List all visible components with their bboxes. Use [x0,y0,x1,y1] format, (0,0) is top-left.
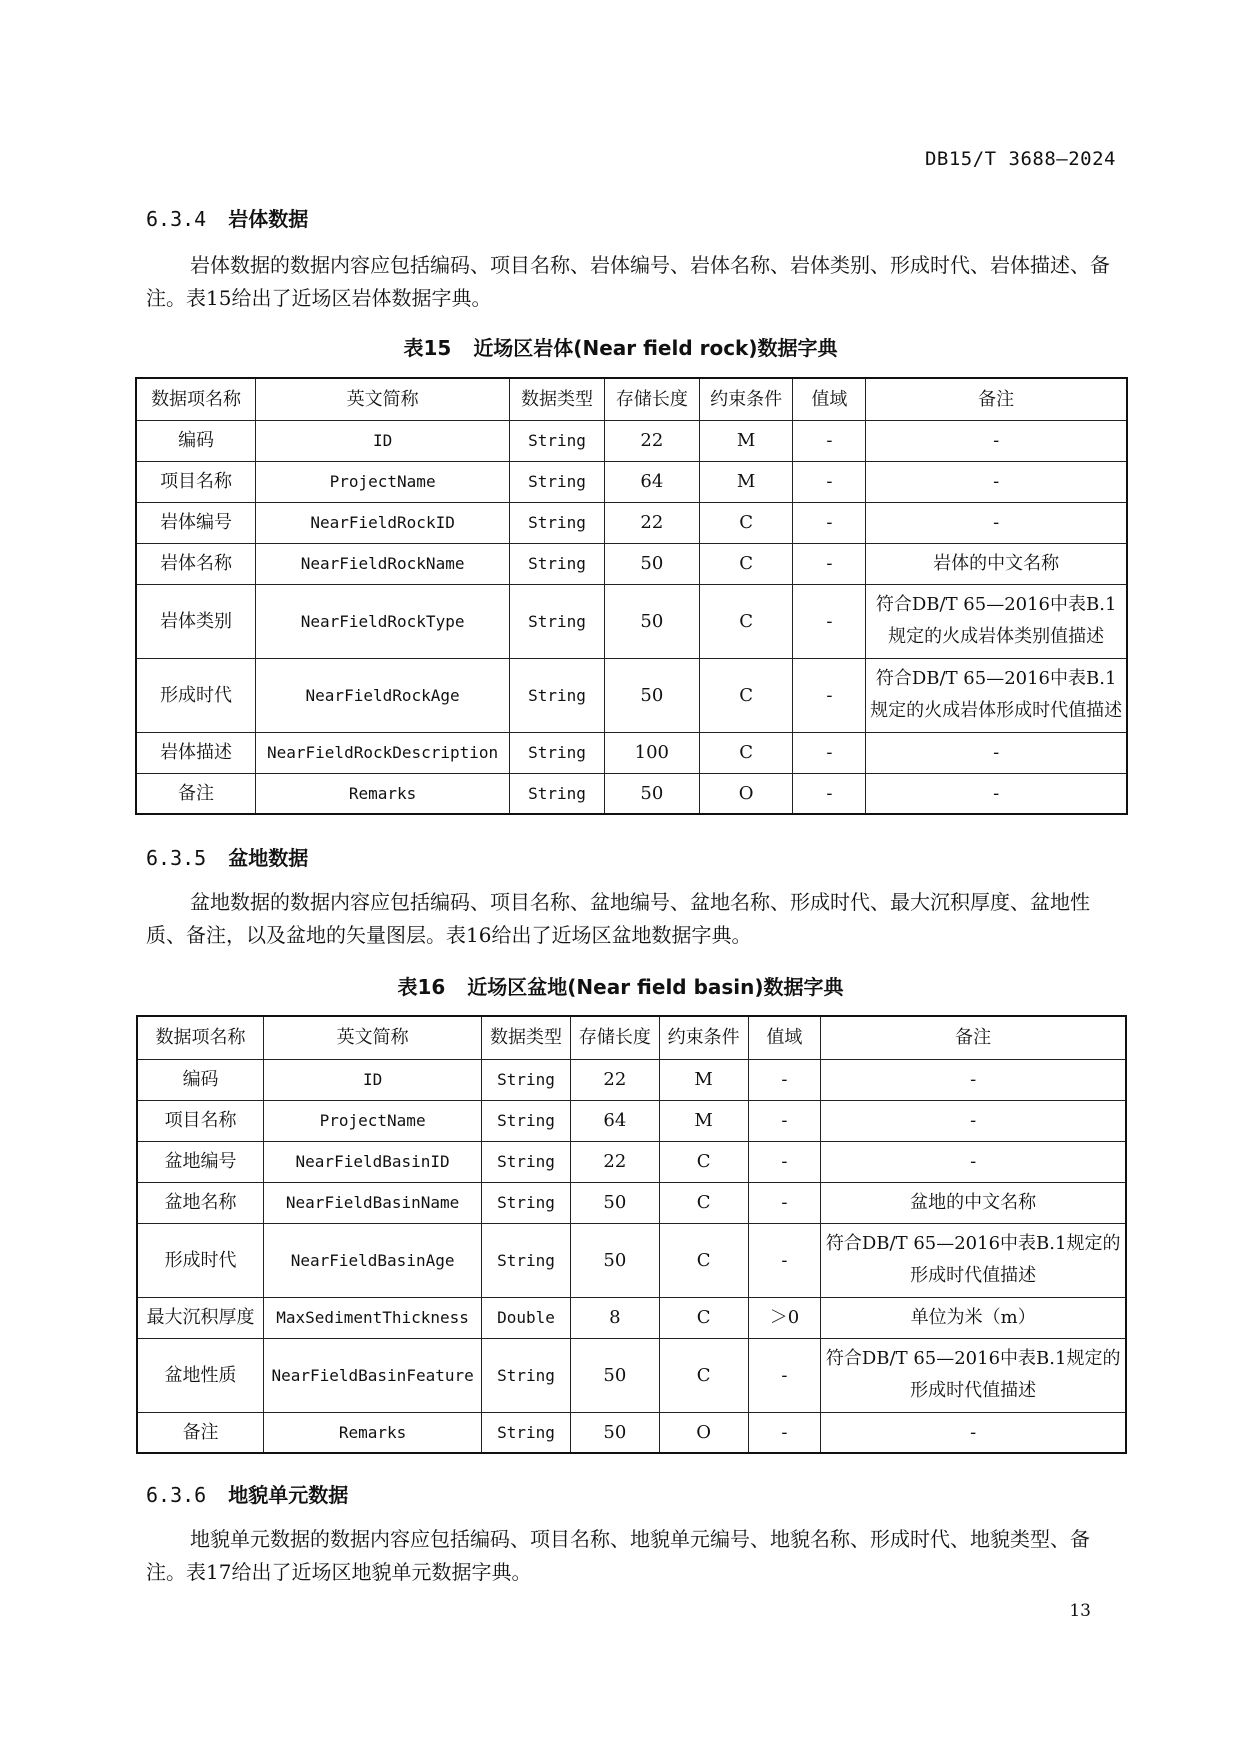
table-cell: 盆地名称 [137,1182,264,1223]
table-row [137,1059,1126,1100]
table-cell: NearFieldRockID [256,502,510,543]
table-cell: - [793,461,866,502]
table-row [137,1412,1126,1453]
table-caption-16 [0,971,1241,1000]
header-cell: 数据类型 [510,378,605,420]
section-heading-636 [146,1479,348,1508]
table-cell: - [748,1338,821,1412]
header-cell: 约束条件 [699,378,793,420]
table-cell: Remarks [264,1412,482,1453]
table-cell: C [659,1141,748,1182]
table-cell: 符合DB/T 65—2016中表B.1规定的火成岩体类别值描述 [866,584,1127,658]
caption-title: 近场区岩体(Near field rock)数据字典 [473,336,838,360]
table-row [136,773,1127,814]
caption-number: 表16 [397,975,446,999]
table-cell: NearFieldBasinName [264,1182,482,1223]
table-cell: NearFieldBasinID [264,1141,482,1182]
table-cell: - [866,732,1127,773]
table-cell: 岩体类别 [136,584,256,658]
table-cell: 项目名称 [137,1100,264,1141]
table-cell: 22 [604,502,699,543]
table-cell: 64 [570,1100,659,1141]
header-cell: 英文简称 [256,378,510,420]
table-cell: C [699,584,793,658]
table-cell: 50 [570,1223,659,1297]
section-title: 盆地数据 [228,846,309,870]
table-row [136,658,1127,732]
section-number: 6.3.6 [146,1483,207,1507]
table-row [137,1223,1126,1297]
table-cell: NearFieldBasinAge [264,1223,482,1297]
table-cell: - [821,1100,1126,1141]
table-cell: 盆地性质 [137,1338,264,1412]
page-number: 13 [1069,1601,1091,1621]
table-cell: - [748,1100,821,1141]
table-cell: 盆地编号 [137,1141,264,1182]
table-cell: 岩体编号 [136,502,256,543]
table-cell: - [748,1223,821,1297]
table-cell: 项目名称 [136,461,256,502]
table-cell: - [866,502,1127,543]
table-cell: String [510,420,605,461]
table-row [137,1141,1126,1182]
table-row [137,1297,1126,1338]
table-row [137,1182,1126,1223]
table-cell: - [748,1412,821,1453]
section-paragraph-635: 盆地数据的数据内容应包括编码、项目名称、盆地编号、盆地名称、形成时代、最大沉积厚度、盆地性质、备注，以及盆地的矢量图层。表16给出了近场区盆地数据字典。 [146,890,1090,947]
table-cell: 22 [604,420,699,461]
table-cell: String [510,502,605,543]
table-cell: C [659,1182,748,1223]
table-cell: - [821,1141,1126,1182]
table-cell: String [510,461,605,502]
table-cell: - [821,1412,1126,1453]
section-heading-634 [146,203,308,232]
header-cell: 值域 [748,1016,821,1059]
table-cell: 形成时代 [137,1223,264,1297]
section-number: 6.3.4 [146,207,207,231]
table-row [136,543,1127,584]
table-row [137,1100,1126,1141]
table-cell: - [821,1059,1126,1100]
table-cell: ID [256,420,510,461]
table-cell: C [699,658,793,732]
table-cell: 符合DB/T 65—2016中表B.1规定的形成时代值描述 [821,1338,1126,1412]
table-cell: String [482,1100,571,1141]
table-cell: M [659,1100,748,1141]
header-cell: 备注 [866,378,1127,420]
table-cell: 50 [604,658,699,732]
table-cell: 最大沉积厚度 [137,1297,264,1338]
table-cell: NearFieldRockName [256,543,510,584]
table-cell: String [510,584,605,658]
table-cell: 50 [570,1182,659,1223]
table-cell: String [482,1223,571,1297]
header-cell: 存储长度 [604,378,699,420]
section-title: 岩体数据 [228,207,309,231]
table-cell: C [699,543,793,584]
header-cell: 数据项名称 [137,1016,264,1059]
table-cell: ProjectName [264,1100,482,1141]
table-row [136,420,1127,461]
table-cell: String [482,1338,571,1412]
caption-title: 近场区盆地(Near field basin)数据字典 [467,975,844,999]
table-cell: String [510,732,605,773]
table-cell: 备注 [137,1412,264,1453]
data-dictionary-table-16 [136,1015,1127,1454]
table-cell: - [793,732,866,773]
table-cell: 单位为米（m） [821,1297,1126,1338]
header-cell: 英文简称 [264,1016,482,1059]
table-cell: 岩体描述 [136,732,256,773]
table-cell: C [659,1297,748,1338]
table-cell: 50 [570,1412,659,1453]
header-cell: 存储长度 [570,1016,659,1059]
table-cell: 100 [604,732,699,773]
table-cell: NearFieldRockAge [256,658,510,732]
header-cell: 数据类型 [482,1016,571,1059]
table-cell: ＞0 [748,1297,821,1338]
table-cell: String [510,543,605,584]
table-cell: 盆地的中文名称 [821,1182,1126,1223]
table-cell: ProjectName [256,461,510,502]
table-cell: M [659,1059,748,1100]
table-cell: 岩体名称 [136,543,256,584]
table-cell: 岩体的中文名称 [866,543,1127,584]
table-cell: String [510,773,605,814]
table-cell: String [482,1141,571,1182]
table-cell: O [659,1412,748,1453]
table-cell: 50 [604,584,699,658]
section-heading-635 [146,842,308,871]
table-cell: 编码 [137,1059,264,1100]
document-code: DB15/T 3688—2024 [924,148,1116,170]
table-cell: String [482,1182,571,1223]
table-cell: Double [482,1297,571,1338]
table-cell: - [748,1059,821,1100]
table-cell: - [866,420,1127,461]
table-cell: 符合DB/T 65—2016中表B.1规定的形成时代值描述 [821,1223,1126,1297]
table-cell: - [793,658,866,732]
table-cell: C [699,502,793,543]
section-paragraph-634: 岩体数据的数据内容应包括编码、项目名称、岩体编号、岩体名称、岩体类别、形成时代、岩体描述、备注。表15给出了近场区岩体数据字典。 [146,253,1110,310]
table-cell: 22 [570,1141,659,1182]
table-cell: 50 [604,543,699,584]
header-cell: 数据项名称 [136,378,256,420]
table-cell: Remarks [256,773,510,814]
table-cell: String [482,1059,571,1100]
table-cell: NearFieldBasinFeature [264,1338,482,1412]
table-cell: 50 [604,773,699,814]
table-cell: 50 [570,1338,659,1412]
table-row [137,1338,1126,1412]
section-paragraph-636: 地貌单元数据的数据内容应包括编码、项目名称、地貌单元编号、地貌名称、形成时代、地貌类型、备注。表17给出了近场区地貌单元数据字典。 [146,1527,1090,1584]
table-cell: - [748,1141,821,1182]
table-cell: - [793,420,866,461]
table-cell: 编码 [136,420,256,461]
table-cell: - [793,584,866,658]
table-cell: NearFieldRockDescription [256,732,510,773]
table-cell: - [748,1182,821,1223]
caption-number: 表15 [403,336,452,360]
table-cell: 备注 [136,773,256,814]
table-cell: ID [264,1059,482,1100]
section-title: 地貌单元数据 [228,1483,349,1507]
table-cell: - [866,461,1127,502]
table-cell: C [699,732,793,773]
data-dictionary-table-15 [135,377,1128,815]
table-caption-15 [0,332,1241,361]
table-cell: 形成时代 [136,658,256,732]
table-row [136,502,1127,543]
table-row [136,584,1127,658]
table-cell: NearFieldRockType [256,584,510,658]
table-cell: 22 [570,1059,659,1100]
header-cell: 约束条件 [659,1016,748,1059]
table-cell: - [793,543,866,584]
table-cell: M [699,420,793,461]
table-cell: - [793,773,866,814]
table-row [136,461,1127,502]
section-number: 6.3.5 [146,846,207,870]
table-cell: C [659,1338,748,1412]
table-cell: 符合DB/T 65—2016中表B.1规定的火成岩体形成时代值描述 [866,658,1127,732]
table-cell: 64 [604,461,699,502]
table-cell: MaxSedimentThickness [264,1297,482,1338]
header-cell: 备注 [821,1016,1126,1059]
table-cell: String [482,1412,571,1453]
table-cell: O [699,773,793,814]
table-cell: C [659,1223,748,1297]
table-row [136,732,1127,773]
table-cell: - [793,502,866,543]
table-cell: 8 [570,1297,659,1338]
table-cell: String [510,658,605,732]
table-header-row [137,1016,1126,1059]
header-cell: 值域 [793,378,866,420]
table-cell: M [699,461,793,502]
table-cell: - [866,773,1127,814]
table-header-row [136,378,1127,420]
